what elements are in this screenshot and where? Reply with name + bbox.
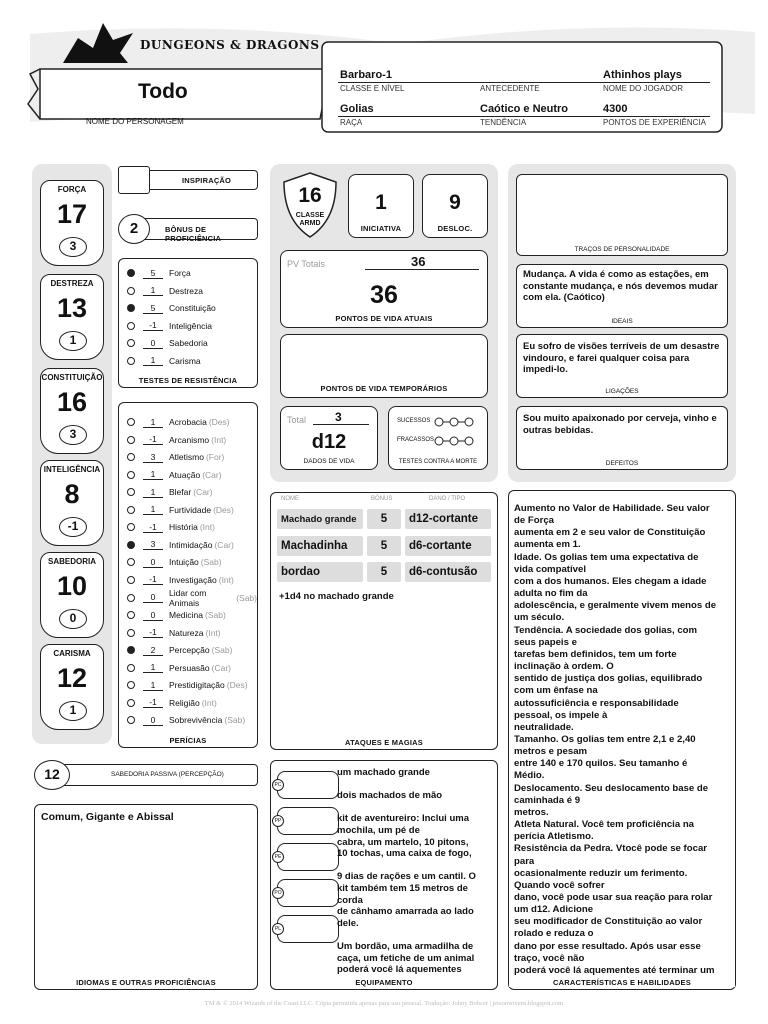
feature-line: traço, você não: [514, 952, 585, 964]
skill-name: História: [169, 522, 198, 533]
feature-line: dano, você pode usar sua reação para rolar: [514, 892, 713, 903]
saving-throw-value: 5: [143, 268, 163, 279]
skill-attribute: (For): [205, 452, 225, 463]
equipment-line: poderá você lá aquementes: [337, 964, 462, 975]
skill-attribute: (Des): [208, 417, 230, 427]
saving-throw-name: Carisma: [169, 355, 201, 366]
equipment-line: dele.: [337, 917, 359, 929]
coin-pp-field[interactable]: PP: [277, 807, 339, 835]
saving-throw-name: Constituição: [169, 303, 216, 313]
feature-line: Atleta Natural. Você tem proficiência na: [514, 819, 695, 831]
proficiency-dot[interactable]: [127, 523, 135, 531]
saving-throw-row[interactable]: [127, 265, 191, 281]
skill-value: 0: [143, 592, 163, 603]
feature-line: Quando você sofrer: [514, 879, 605, 891]
proficiency-dot[interactable]: [127, 611, 135, 619]
features-box[interactable]: [508, 490, 736, 990]
death-saves-successes-checkboxes[interactable]: [434, 417, 474, 427]
saving-throw-row[interactable]: [127, 283, 203, 299]
skill-attribute: (Int): [218, 574, 234, 585]
feature-line: tarefas bem definidos, tem um forte: [514, 648, 677, 660]
skill-row[interactable]: [127, 587, 257, 608]
attack-bonus[interactable]: 5: [367, 562, 401, 582]
feature-line: Aumento no Valor de Habilidade. Seu valor: [514, 503, 710, 514]
bonds-box[interactable]: [516, 334, 728, 398]
saving-throw-value: 1: [143, 285, 163, 296]
hit-dice-total-label: Total: [287, 415, 307, 425]
feature-line: com a dos humanos. Eles chegam a idade: [514, 575, 707, 587]
attack-damage[interactable]: d6-cortante: [405, 536, 491, 556]
temp-hit-points-box[interactable]: [280, 334, 488, 398]
skill-row[interactable]: [127, 484, 213, 500]
coin-po-field[interactable]: PO: [277, 879, 339, 907]
attacks-col-name: NOME: [281, 496, 299, 502]
feature-line: neutralidade.: [514, 721, 574, 733]
skill-attribute: (Int): [205, 627, 221, 638]
character-name-label: NOME DO PERSONAGEM: [86, 117, 184, 126]
skill-attribute: (Car): [214, 539, 234, 550]
equipment-line: mochila, um pé de: [337, 824, 420, 836]
feature-line: entre 140 e 170 quilos. Seu tamanho é: [514, 758, 688, 770]
saving-throw-value: 5: [143, 303, 163, 314]
feature-line: autossuficiência e responsabilidade: [514, 697, 679, 709]
speed-box[interactable]: [422, 174, 488, 238]
proficiency-dot[interactable]: [127, 629, 135, 637]
feature-line: pessoal, os impele à: [514, 709, 608, 721]
saving-throw-value: -1: [143, 320, 163, 331]
proficiency-dot[interactable]: [127, 322, 135, 330]
feature-line: adolescência, e geralmente vivem menos de: [514, 600, 717, 612]
hit-dice-box[interactable]: [280, 406, 378, 470]
proficiency-dot[interactable]: [127, 287, 135, 295]
skill-value: -1: [143, 434, 163, 445]
class-level-label: CLASSE E NÍVEL: [340, 84, 405, 93]
hit-dice-total-value: 3: [335, 410, 342, 424]
proficiency-dot[interactable]: [127, 681, 135, 689]
skill-attribute: (Sab): [211, 645, 233, 656]
alignment-value[interactable]: Caótico e Neutro: [480, 103, 569, 115]
skill-name: Intuição: [169, 557, 199, 568]
skill-name: Medicina: [169, 610, 204, 621]
death-saves-failures-checkboxes[interactable]: [434, 436, 474, 446]
skill-value: 1: [143, 662, 163, 673]
class-level-value[interactable]: Barbaro-1: [340, 69, 392, 81]
proficiency-dot[interactable]: [127, 716, 135, 724]
skill-attribute: (Sab): [205, 610, 226, 621]
equipment-line: cabra, um martelo, 10 pitons,: [337, 836, 469, 848]
skill-row[interactable]: [127, 642, 232, 658]
skill-row[interactable]: [127, 712, 245, 728]
skill-attribute: (Sab): [224, 715, 246, 726]
attacks-note[interactable]: +1d4 no machado grande: [279, 591, 394, 602]
equipment-line: um machado grande: [337, 767, 430, 778]
equipment-line: [337, 802, 487, 814]
xp-label: PONTOS DE EXPERIÊNCIA: [603, 118, 706, 127]
equipment-line: [337, 929, 487, 941]
equipment-line: corda: [337, 894, 363, 906]
skill-value: 0: [143, 715, 163, 726]
skill-value: 1: [143, 417, 163, 428]
ideals-box[interactable]: [516, 264, 728, 328]
skill-row[interactable]: [127, 432, 226, 448]
skill-name: Arcanismo: [169, 434, 210, 445]
proficiency-dot[interactable]: [127, 436, 135, 444]
skill-value: -1: [143, 627, 163, 638]
saving-throw-value: 1: [143, 355, 163, 366]
flaws-box[interactable]: [516, 406, 728, 470]
feature-line: dano por esse resultado. Após usar esse: [514, 940, 701, 952]
equipment-line: dois machados de mão: [337, 790, 443, 802]
hp-current-value: 36: [370, 281, 398, 309]
skill-name: Sobrevivência: [169, 715, 223, 726]
proficiency-dot[interactable]: [127, 664, 135, 672]
feature-line: adulta no fim da: [514, 588, 588, 600]
languages-label: IDIOMAS E OUTRAS PROFICIÊNCIAS: [76, 978, 216, 987]
ability-charisma[interactable]: CARISMA 12 1: [40, 644, 104, 730]
saving-throw-row[interactable]: [127, 300, 216, 316]
skill-name: Persuasão: [169, 662, 210, 673]
race-label: RAÇA: [340, 118, 363, 127]
saving-throw-name: Destreza: [169, 285, 204, 296]
proficiency-dot[interactable]: [127, 506, 135, 514]
skill-row[interactable]: [127, 519, 215, 535]
passive-wisdom-value[interactable]: 12: [34, 760, 70, 790]
skill-row[interactable]: [127, 660, 231, 676]
attack-name[interactable]: bordao: [277, 562, 363, 582]
hp-temp-label: PONTOS DE VIDA TEMPORÁRIOS: [320, 384, 448, 393]
saving-throw-row[interactable]: [127, 318, 212, 334]
skill-row[interactable]: [127, 414, 230, 430]
skill-name: Furtividade: [169, 504, 212, 515]
skill-row[interactable]: [127, 554, 222, 570]
ability-constitution[interactable]: CONSTITUIÇÃO 16 3: [40, 368, 104, 454]
equipment-line: kit de aventureiro: Inclui uma: [337, 813, 469, 825]
saving-throw-row[interactable]: [127, 335, 208, 351]
armor-class-label: CLASSE ARMD: [295, 212, 325, 227]
inspiration-label: INSPIRAÇÃO: [182, 176, 232, 185]
attack-bonus[interactable]: 5: [367, 509, 401, 529]
proficiency-dot[interactable]: [127, 471, 135, 479]
abilities-panel: [32, 164, 112, 744]
feature-line: Tendência. A sociedade dos golias, com: [514, 624, 698, 636]
proficiency-label-box: [136, 218, 258, 243]
equipment-list: [337, 767, 487, 975]
skill-value: 0: [143, 610, 163, 621]
feature-line: rolado e reduza o: [514, 928, 594, 940]
skill-attribute: (Sab): [200, 557, 222, 568]
death-saves-label: TESTES CONTRA A MORTE: [398, 459, 478, 465]
dragon-logo-icon: [58, 18, 138, 68]
feature-line: Resistência da Pedra. Vtocê pode se focar: [514, 843, 708, 855]
skill-row[interactable]: [127, 467, 222, 483]
skill-name: Blefar: [169, 487, 192, 498]
death-saves-failures-label: FRACASSOS: [397, 437, 435, 443]
initiative-value: 1: [375, 191, 387, 214]
proficiency-dot[interactable]: [127, 699, 135, 707]
armor-class-value[interactable]: 16: [298, 184, 322, 207]
hit-points-box[interactable]: [280, 250, 488, 328]
bonds-label: LIGAÇÕES: [605, 388, 639, 395]
inspiration-label-box: [150, 170, 258, 190]
flaws-label: DEFEITOS: [605, 460, 639, 467]
saving-throw-value: 0: [143, 338, 163, 349]
coin-pc-field[interactable]: PC: [277, 771, 339, 799]
coin-pl-field[interactable]: PL: [277, 915, 339, 943]
ability-dexterity[interactable]: DESTREZA 13 1: [40, 274, 104, 360]
skill-value: 1: [143, 487, 163, 498]
skill-name: Natureza: [169, 627, 204, 638]
skill-name: Religião: [169, 697, 200, 708]
player-name-label: NOME DO JOGADOR: [603, 84, 684, 93]
equipment-label: EQUIPAMENTO: [355, 978, 413, 987]
ability-strength[interactable]: FORÇA 17 3: [40, 180, 104, 266]
skill-name: Lidar com Animais: [169, 587, 207, 608]
feature-line: Deslocamento. Seu deslocamento base de: [514, 782, 709, 794]
initiative-label: INICIATIVA: [360, 224, 402, 233]
skill-attribute: (Int): [211, 434, 227, 445]
saving-throw-name: Inteligência: [169, 320, 213, 331]
skill-row[interactable]: [127, 695, 217, 711]
skill-name: Percepção: [169, 645, 210, 656]
attack-damage[interactable]: d12-cortante: [405, 509, 491, 529]
equipment-line: 9 dias de rações e um cantil. O: [337, 871, 476, 883]
feature-line: perícia Atletismo.: [514, 831, 594, 843]
attacks-col-damage: DANO / TIPO: [429, 496, 466, 502]
feature-line: seus papeis e: [514, 636, 577, 648]
ideals-label: IDEAIS: [611, 318, 633, 325]
xp-value[interactable]: 4300: [603, 103, 628, 115]
skill-name: Acrobacia: [169, 417, 207, 427]
skill-attribute: (Car): [211, 662, 231, 673]
skill-row[interactable]: [127, 607, 226, 623]
skill-value: 1: [143, 504, 163, 515]
attack-name[interactable]: Machado grande: [277, 509, 363, 529]
skill-row[interactable]: [127, 449, 224, 465]
proficiency-label: BÔNUS DE PROFICIÊNCIA: [165, 225, 222, 243]
feature-line: poderá você lá aquementes até terminar um: [514, 964, 715, 976]
skill-name: Atletismo: [169, 452, 204, 463]
saving-throw-name: Força: [169, 268, 191, 278]
proficiency-dot[interactable]: [127, 541, 135, 549]
feature-line: aumenta em 2 e seu valor de Constituição: [514, 527, 706, 539]
death-saves-successes-label: SUCESSOS: [397, 418, 431, 424]
proficiency-dot[interactable]: [127, 594, 135, 602]
skill-name: Prestidigitação: [169, 680, 225, 691]
proficiency-dot[interactable]: [127, 646, 135, 654]
equipment-line: kit também tem 15 metros de: [337, 882, 468, 894]
skill-value: -1: [143, 697, 163, 708]
feature-line: Médio.: [514, 770, 545, 782]
proficiency-value[interactable]: 2: [118, 214, 150, 244]
feature-line: inclinação à ordem. O: [514, 661, 614, 673]
hp-max-value: 36: [411, 254, 426, 269]
skill-value: 0: [143, 557, 163, 568]
proficiency-dot[interactable]: [127, 269, 135, 277]
equipment-line: [337, 860, 487, 872]
proficiency-dot[interactable]: [127, 488, 135, 496]
equipment-line: Um bordão, uma armadilha de: [337, 940, 474, 952]
feature-line: vida compatível: [514, 563, 586, 575]
feature-line: ocasionalmente reduzir um ferimento.: [514, 867, 688, 879]
skill-attribute: (Des): [213, 504, 234, 515]
skill-attribute: (Car): [202, 469, 222, 480]
skill-value: 3: [143, 539, 163, 550]
proficiency-dot[interactable]: [127, 339, 135, 347]
initiative-box[interactable]: [348, 174, 414, 238]
skill-row[interactable]: [127, 677, 248, 693]
personality-label: TRAÇOS DE PERSONALIDADE: [574, 246, 670, 253]
feature-line: seu modificador de Constituição ao valor: [514, 916, 703, 928]
skill-attribute: (Sab): [236, 592, 257, 603]
attacks-col-bonus: BÔNUS: [371, 496, 393, 502]
skill-value: 3: [143, 452, 163, 463]
passive-wisdom-label: SABEDORIA PASSIVA (PERCEPÇÃO): [111, 771, 224, 778]
passive-wisdom-box: [48, 764, 258, 786]
background-label: ANTECEDENTE: [480, 84, 540, 93]
player-name-value[interactable]: Athinhos plays: [603, 69, 682, 81]
skill-name: Intimidação: [169, 539, 213, 550]
dnd-logo-text: DUNGEONS & DRAGONS: [140, 38, 320, 52]
hp-max-label: PV Totais: [287, 259, 325, 269]
skill-attribute: (Car): [193, 487, 213, 498]
proficiency-dot[interactable]: [127, 453, 135, 461]
feature-line: um d12. Adicione: [514, 904, 594, 916]
inspiration-input[interactable]: [118, 166, 150, 194]
feature-line: Idade. Os golias tem uma expectativa de: [514, 551, 699, 563]
feature-line: para: [514, 855, 535, 867]
saving-throws-title: TESTES DE RESISTÊNCIA: [138, 376, 238, 385]
skill-value: 1: [143, 469, 163, 480]
ability-intelligence[interactable]: INTELIGÊNCIA 8 -1: [40, 460, 104, 546]
equipment-box[interactable]: [270, 760, 498, 990]
alignment-label: TENDÊNCIA: [480, 118, 527, 127]
hp-current-label: PONTOS DE VIDA ATUAIS: [335, 314, 433, 323]
skill-attribute: (Int): [199, 522, 215, 533]
feature-line: sentido de justiça dos golias, equilibrado: [514, 673, 703, 685]
proficiency-dot[interactable]: [127, 304, 135, 312]
saving-throw-name: Sabedoria: [169, 338, 208, 348]
character-name[interactable]: Todo: [138, 80, 188, 103]
death-saves-box: [388, 406, 488, 470]
skill-value: -1: [143, 522, 163, 533]
skills-box: [118, 402, 258, 748]
feature-line: metros.: [514, 806, 549, 818]
feature-line: um século.: [514, 612, 565, 624]
attack-name[interactable]: Machadinha: [277, 536, 363, 556]
hit-dice-label: DADOS DE VIDA: [303, 458, 355, 465]
footer-copyright: TM & © 2014 Wizards of the Coast LLC. Cópia permitida apenas para uso pessoal. Tradução: Johny Bobcer | jetsonwivens.blogspot.com: [204, 1000, 564, 1007]
skill-value: -1: [143, 574, 163, 585]
languages-box[interactable]: [34, 804, 258, 990]
feature-line: caminhada é 9: [514, 794, 581, 806]
race-value[interactable]: Golias: [340, 103, 374, 115]
skill-value: 2: [143, 645, 163, 656]
coin-pe-field[interactable]: PE: [277, 843, 339, 871]
languages-text: Comum, Gigante e Abissal: [41, 811, 174, 823]
features-list: [514, 503, 736, 977]
skills-title: PERÍCIAS: [169, 736, 207, 745]
bonds-text: Eu sofro de visões terríveis de um desastre vindouro, e farei qualquer coisa para impedi-lo.: [523, 341, 720, 375]
equipment-line: de cânhamo amarrada ao lado: [337, 906, 474, 918]
equipment-line: caça, um fetiche de um animal: [337, 952, 475, 964]
features-label: CARACTERÍSTICAS E HABILIDADES: [509, 978, 735, 987]
equipment-line: 10 tochas, uma caixa de fogo,: [337, 848, 472, 860]
skill-name: Investigação: [169, 574, 217, 585]
skill-row[interactable]: [127, 537, 234, 553]
proficiency-dot[interactable]: [127, 576, 135, 584]
feature-line: metros e pesam: [514, 746, 588, 758]
skill-name: Atuação: [169, 469, 201, 480]
feature-line: de Força: [514, 515, 554, 527]
attacks-box: [270, 492, 498, 750]
feature-line: com um ênfase na: [514, 685, 598, 697]
proficiency-dot[interactable]: [127, 357, 135, 365]
hit-dice-value: d12: [311, 431, 347, 453]
feature-line: aumenta em 1.: [514, 539, 581, 551]
feature-line: Tamanho. Os golias tem entre 2,1 e 2,40: [514, 733, 696, 745]
skill-attribute: (Int): [201, 697, 217, 708]
saving-throw-row[interactable]: [127, 353, 201, 369]
saving-throws-box: [118, 258, 258, 388]
skill-row[interactable]: [127, 572, 234, 588]
equipment-line: [337, 779, 487, 791]
ability-wisdom[interactable]: SABEDORIA 10 0: [40, 552, 104, 638]
personality-box[interactable]: [516, 174, 728, 256]
flaws-text: Sou muito apaixonado por cerveja, vinho e outras bebidas.: [523, 413, 717, 436]
speed-label: DESLOC.: [437, 224, 473, 233]
proficiency-dot[interactable]: [127, 418, 135, 426]
skill-attribute: (Des): [226, 680, 248, 691]
ideals-text: Mudança. A vida é como as estações, em constante mudança, e nós devemos mudar com ela. (Caótico): [523, 269, 718, 303]
skill-value: 1: [143, 680, 163, 691]
speed-value: 9: [449, 191, 461, 214]
skill-row[interactable]: [127, 625, 221, 641]
skill-row[interactable]: [127, 502, 234, 518]
proficiency-dot[interactable]: [127, 558, 135, 566]
attack-bonus[interactable]: 5: [367, 536, 401, 556]
attack-damage[interactable]: d6-contusão: [405, 562, 491, 582]
attacks-label: ATAQUES E MAGIAS: [345, 738, 423, 747]
